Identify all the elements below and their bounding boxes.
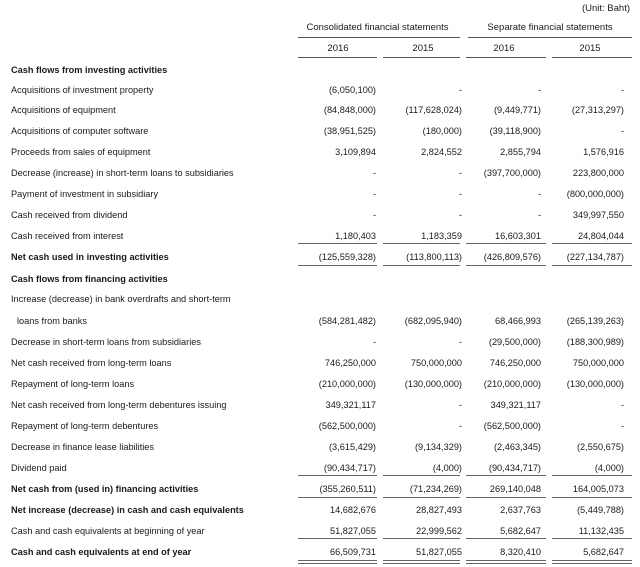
row-value: (4,000) xyxy=(432,463,462,473)
year-header-3: 2016 xyxy=(493,43,515,54)
row-value: 3,109,894 xyxy=(335,147,376,157)
row-value: 223,800,000 xyxy=(572,168,624,178)
row-value: 1,180,403 xyxy=(335,231,376,241)
total-rule xyxy=(552,265,632,266)
row-label: Increase (decrease) in bank overdrafts and short-term xyxy=(11,294,231,304)
row-value: (9,134,329) xyxy=(415,442,462,452)
table-row xyxy=(0,313,640,329)
row-label: Net cash from (used in) financing activities xyxy=(11,484,199,494)
row-value: 750,000,000 xyxy=(572,358,624,368)
row-label: Cash received from dividend xyxy=(11,210,128,220)
row-value: 24,804,044 xyxy=(578,231,624,241)
row-value: 269,140,048 xyxy=(489,484,541,494)
row-value: (562,500,000) xyxy=(318,421,376,431)
row-value: (397,700,000) xyxy=(483,168,541,178)
row-value: (562,500,000) xyxy=(483,421,541,431)
table-row xyxy=(0,544,640,560)
table-row xyxy=(0,165,640,181)
row-value: (84,848,000) xyxy=(323,105,376,115)
total-rule xyxy=(552,560,632,561)
total-rule xyxy=(552,563,632,564)
row-value: 68,466,993 xyxy=(495,316,541,326)
row-value: (265,139,263) xyxy=(566,316,624,326)
total-rule xyxy=(466,475,546,476)
row-value: (29,500,000) xyxy=(488,337,541,347)
table-row xyxy=(0,186,640,202)
table-row xyxy=(0,355,640,371)
row-value: 349,321,117 xyxy=(490,400,541,410)
row-value: (2,550,675) xyxy=(577,442,624,452)
row-label: Acquisitions of equipment xyxy=(11,105,116,115)
row-value: (426,809,576) xyxy=(483,252,541,262)
separate-header-rule xyxy=(468,37,632,38)
row-value: 1,183,359 xyxy=(421,231,462,241)
row-value: - xyxy=(458,189,462,199)
row-value: - xyxy=(372,337,376,347)
row-value: (125,559,328) xyxy=(318,252,376,262)
separate-header: Separate financial statements xyxy=(487,22,613,33)
row-value: (800,000,000) xyxy=(566,189,624,199)
total-rule xyxy=(466,563,546,564)
total-rule xyxy=(298,497,377,498)
row-label: Payment of investment in subsidiary xyxy=(11,189,159,199)
total-rule xyxy=(466,560,546,561)
total-rule xyxy=(383,538,460,539)
table-row xyxy=(0,502,640,518)
unit-label: (Unit: Baht) xyxy=(581,3,630,14)
row-value: 51,827,055 xyxy=(416,547,462,557)
row-value: (113,800,113) xyxy=(406,252,462,262)
row-value: (117,628,024) xyxy=(405,105,462,115)
row-value: 11,132,435 xyxy=(578,526,624,536)
row-value: (6,050,100) xyxy=(329,85,376,95)
row-value: - xyxy=(537,85,541,95)
row-value: (130,000,000) xyxy=(404,379,462,389)
table-row xyxy=(0,523,640,539)
year-header-2: 2015 xyxy=(412,43,434,54)
row-label: Cash and cash equivalents at end of year xyxy=(11,547,192,557)
total-rule xyxy=(552,538,632,539)
table-row xyxy=(0,291,640,307)
row-value: - xyxy=(537,189,541,199)
total-rule xyxy=(466,538,546,539)
row-value: 750,000,000 xyxy=(410,358,462,368)
row-label: Decrease (increase) in short-term loans to subsidiaries xyxy=(11,168,234,178)
row-value: (188,300,989) xyxy=(566,337,624,347)
row-value: (71,234,269) xyxy=(409,484,462,494)
total-rule xyxy=(383,243,460,244)
total-rule xyxy=(298,560,377,561)
row-label: Repayment of long-term loans xyxy=(11,379,135,389)
row-value: (355,260,511) xyxy=(319,484,376,494)
year-rule-1 xyxy=(298,57,377,58)
total-rule xyxy=(552,243,632,244)
row-value: 66,509,731 xyxy=(330,547,376,557)
row-value: (4,000) xyxy=(594,463,624,473)
table-row xyxy=(0,418,640,434)
table-row xyxy=(0,376,640,392)
row-value: (38,951,525) xyxy=(323,126,376,136)
total-rule xyxy=(298,563,377,564)
year-rule-2 xyxy=(383,57,460,58)
row-value: - xyxy=(458,337,462,347)
table-row xyxy=(0,228,640,244)
year-header-4: 2015 xyxy=(579,43,601,54)
row-value: - xyxy=(372,210,376,220)
row-label: Cash flows from financing activities xyxy=(11,274,168,284)
consolidated-header-rule xyxy=(298,37,460,38)
table-row xyxy=(0,334,640,350)
row-value: (682,095,940) xyxy=(404,316,462,326)
row-value: (27,313,297) xyxy=(571,105,624,115)
row-value: - xyxy=(537,210,541,220)
row-value: 2,855,794 xyxy=(500,147,541,157)
row-label: Cash received from interest xyxy=(11,231,124,241)
row-value: - xyxy=(372,168,376,178)
table-row xyxy=(0,460,640,476)
row-label: Acquisitions of computer software xyxy=(11,126,149,136)
table-row xyxy=(0,439,640,455)
row-label: Repayment of long-term debentures xyxy=(11,421,159,431)
row-value: (130,000,000) xyxy=(566,379,624,389)
row-label: Decrease in short-term loans from subsidiaries xyxy=(11,337,201,347)
table-row xyxy=(0,144,640,160)
row-value: - xyxy=(620,421,624,431)
row-value: - xyxy=(620,400,624,410)
table-row xyxy=(0,82,640,98)
year-header-1: 2016 xyxy=(327,43,349,54)
total-rule xyxy=(383,560,460,561)
row-value: (90,434,717) xyxy=(488,463,541,473)
row-value: (210,000,000) xyxy=(483,379,541,389)
table-row xyxy=(0,123,640,139)
total-rule xyxy=(298,475,377,476)
row-label: Acquisitions of investment property xyxy=(11,85,154,95)
row-value: (90,434,717) xyxy=(323,463,376,473)
row-label: Cash flows from investing activities xyxy=(11,65,168,75)
row-label: Net cash received from long-term debentures issuing xyxy=(11,400,227,410)
row-value: - xyxy=(458,400,462,410)
year-rule-4 xyxy=(552,57,632,58)
row-label: Net increase (decrease) in cash and cash equivalents xyxy=(11,505,244,515)
row-value: 1,576,916 xyxy=(583,147,624,157)
row-value: - xyxy=(458,85,462,95)
total-rule xyxy=(466,265,546,266)
row-value: 2,637,763 xyxy=(500,505,541,515)
total-rule xyxy=(383,563,460,564)
row-value: 746,250,000 xyxy=(324,358,376,368)
row-value: - xyxy=(458,168,462,178)
total-rule xyxy=(383,265,460,266)
row-value: (39,118,900) xyxy=(489,126,541,136)
year-rule-3 xyxy=(466,57,546,58)
total-rule xyxy=(552,497,632,498)
table-row xyxy=(0,207,640,223)
table-row xyxy=(0,102,640,118)
total-rule xyxy=(298,243,377,244)
row-label: Net cash used in investing activities xyxy=(11,252,169,262)
row-value: - xyxy=(458,421,462,431)
row-value: 16,603,301 xyxy=(495,231,541,241)
total-rule xyxy=(466,243,546,244)
total-rule xyxy=(298,265,377,266)
total-rule xyxy=(552,475,632,476)
table-row xyxy=(0,271,640,287)
row-value: (2,463,345) xyxy=(494,442,541,452)
row-value: 51,827,055 xyxy=(330,526,376,536)
row-label: Dividend paid xyxy=(11,463,67,473)
row-value: - xyxy=(458,210,462,220)
row-value: - xyxy=(372,189,376,199)
total-rule xyxy=(466,497,546,498)
row-label: Net cash received from long-term loans xyxy=(11,358,172,368)
row-value: 28,827,493 xyxy=(416,505,462,515)
row-value: 2,824,552 xyxy=(421,147,462,157)
row-value: - xyxy=(620,85,624,95)
row-value: (5,449,788) xyxy=(577,505,624,515)
total-rule xyxy=(383,475,460,476)
table-row xyxy=(0,481,640,497)
row-value: 349,997,550 xyxy=(572,210,624,220)
row-value: 5,682,647 xyxy=(583,547,624,557)
row-value: 746,250,000 xyxy=(489,358,541,368)
total-rule xyxy=(383,497,460,498)
consolidated-header: Consolidated financial statements xyxy=(306,22,449,33)
row-value: (180,000) xyxy=(422,126,462,136)
total-rule xyxy=(298,538,377,539)
row-label: Proceeds from sales of equipment xyxy=(11,147,151,157)
row-value: (584,281,482) xyxy=(318,316,376,326)
row-value: 22,999,562 xyxy=(416,526,462,536)
row-value: 8,320,410 xyxy=(500,547,541,557)
table-row xyxy=(0,397,640,413)
row-label: Decrease in finance lease liabilities xyxy=(11,442,154,452)
row-label: loans from banks xyxy=(17,316,87,326)
row-value: - xyxy=(620,126,624,136)
row-value: (3,615,429) xyxy=(329,442,376,452)
table-row xyxy=(0,249,640,265)
row-value: (9,449,771) xyxy=(494,105,541,115)
row-value: 5,682,647 xyxy=(500,526,541,536)
row-value: 14,682,676 xyxy=(330,505,376,515)
row-value: 164,005,073 xyxy=(572,484,624,494)
table-row xyxy=(0,62,640,78)
row-value: 349,321,117 xyxy=(325,400,376,410)
row-value: (210,000,000) xyxy=(318,379,376,389)
row-label: Cash and cash equivalents at beginning of year xyxy=(11,526,205,536)
row-value: (227,134,787) xyxy=(566,252,624,262)
